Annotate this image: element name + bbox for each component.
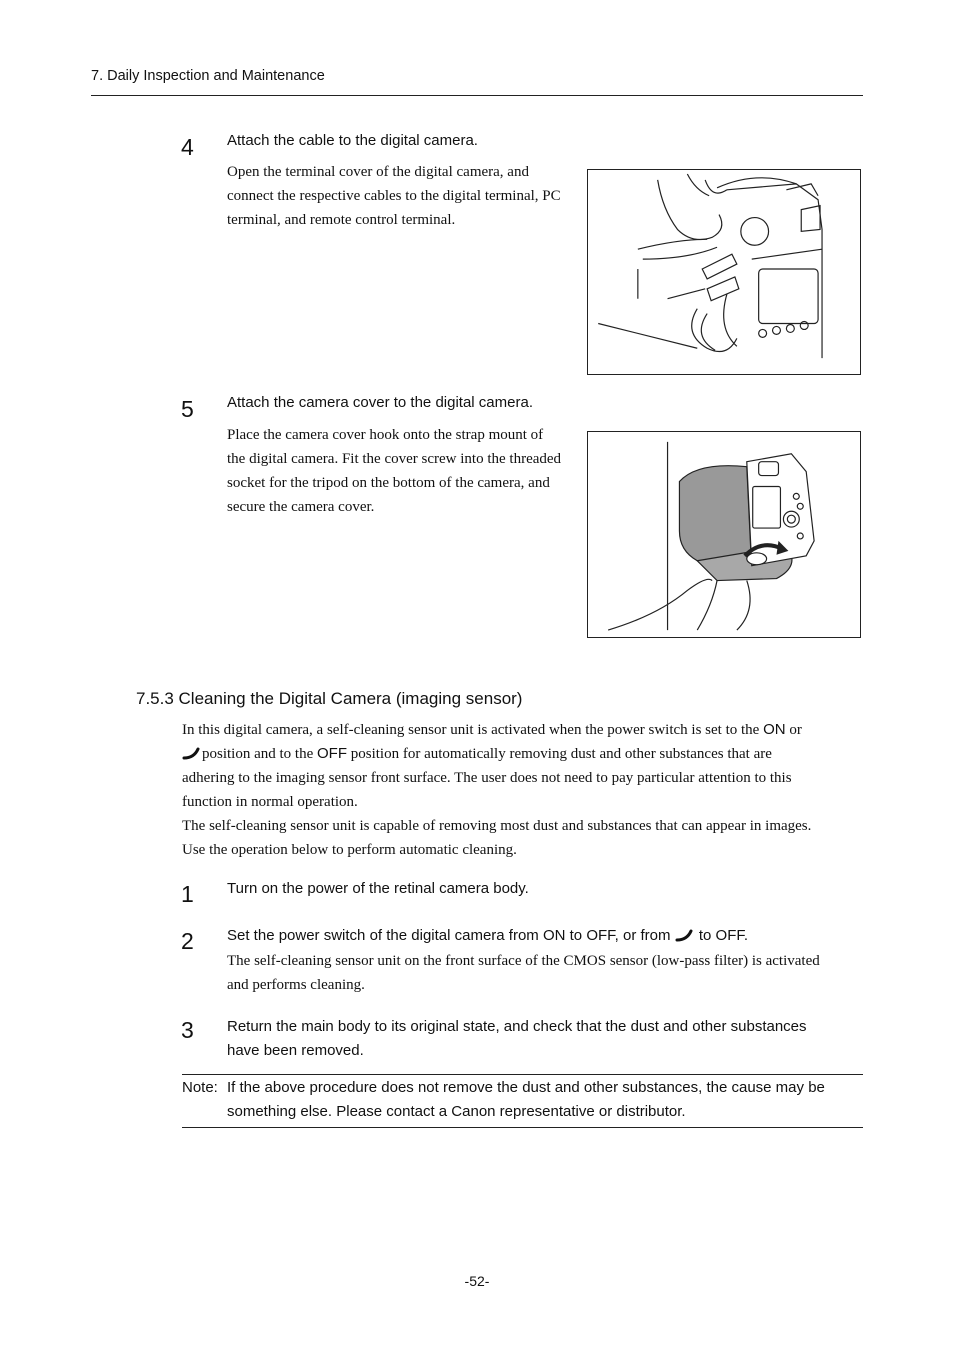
text-line: The self-cleaning sensor unit is capable of removing most dust and substances that can appear in images. [182,818,812,834]
note-label: Note: [182,1079,218,1096]
text-run: position for automatically removing dust and other substances that are [347,746,772,762]
text-run: or [785,722,802,738]
text-line: have been removed. [227,1042,364,1059]
step-number: 5 [181,396,194,422]
text-line: and performs cleaning. [227,977,365,993]
off-label: OFF [317,745,347,762]
text-run: Set the power switch of the digital camera from ON to OFF, or from [227,927,671,944]
step-description [227,160,561,232]
power-switch-position-icon [182,746,202,760]
note-text [227,1076,825,1124]
text-line [182,742,872,766]
camera-cable-connection-illustration-icon [588,170,860,374]
text-line: secure the camera cover. [227,499,375,515]
text-run: In this digital camera, a self-cleaning sensor unit is activated when the power switch is set to the [182,722,764,738]
camera-cover-figure [587,431,861,638]
header-divider [91,95,863,96]
camera-cover-attachment-illustration-icon [588,432,860,637]
power-switch-position-icon [675,928,695,942]
text-run: position and to the [202,746,317,762]
text-line: the digital camera. Fit the cover screw into the threaded [227,451,562,467]
section-heading: 7.5.3 Cleaning the Digital Camera (imaging sensor) [136,689,523,708]
text-line: The self-cleaning sensor unit on the front surface of the CMOS sensor (low-pass filter) is activated [227,953,820,969]
step-number: 4 [181,134,194,160]
text-line: Open the terminal cover of the digital camera, and [227,164,529,180]
text-line: terminal, and remote control terminal. [227,212,456,228]
intro-paragraph [182,718,872,862]
note-top-rule [182,1074,863,1075]
text-line: Use the operation below to perform automatic cleaning. [182,842,517,858]
step-description [227,949,820,997]
text-line: adhering to the imaging sensor front surface. The user does not need to pay particular attention to this [182,770,792,786]
page-number: -52- [464,1273,490,1289]
step-title [227,927,748,944]
text-line: Return the main body to its original state, and check that the dust and other substances [227,1018,807,1035]
text-line: something else. Please contact a Canon representative or distributor. [227,1103,686,1120]
step-description [227,423,561,519]
step-number: 1 [181,881,194,907]
note-bottom-rule [182,1127,863,1128]
text-line: connect the respective cables to the digital terminal, PC [227,188,561,204]
text-line: If the above procedure does not remove the dust and other substances, the cause may be [227,1079,825,1096]
step-number: 2 [181,928,194,954]
step-title: Attach the cable to the digital camera. [227,132,478,149]
step-title: Turn on the power of the retinal camera body. [227,880,529,897]
text-line [182,718,872,742]
step-title: Attach the camera cover to the digital camera. [227,394,533,411]
running-header: 7. Daily Inspection and Maintenance [91,68,325,84]
camera-cable-figure [587,169,861,375]
text-line: function in normal operation. [182,794,358,810]
step-title [227,1015,807,1063]
step-number: 3 [181,1017,194,1043]
text-line: socket for the tripod on the bottom of the camera, and [227,475,550,491]
text-run: to OFF. [698,927,749,944]
text-line: Place the camera cover hook onto the strap mount of [227,427,544,443]
on-label: ON [763,721,786,738]
